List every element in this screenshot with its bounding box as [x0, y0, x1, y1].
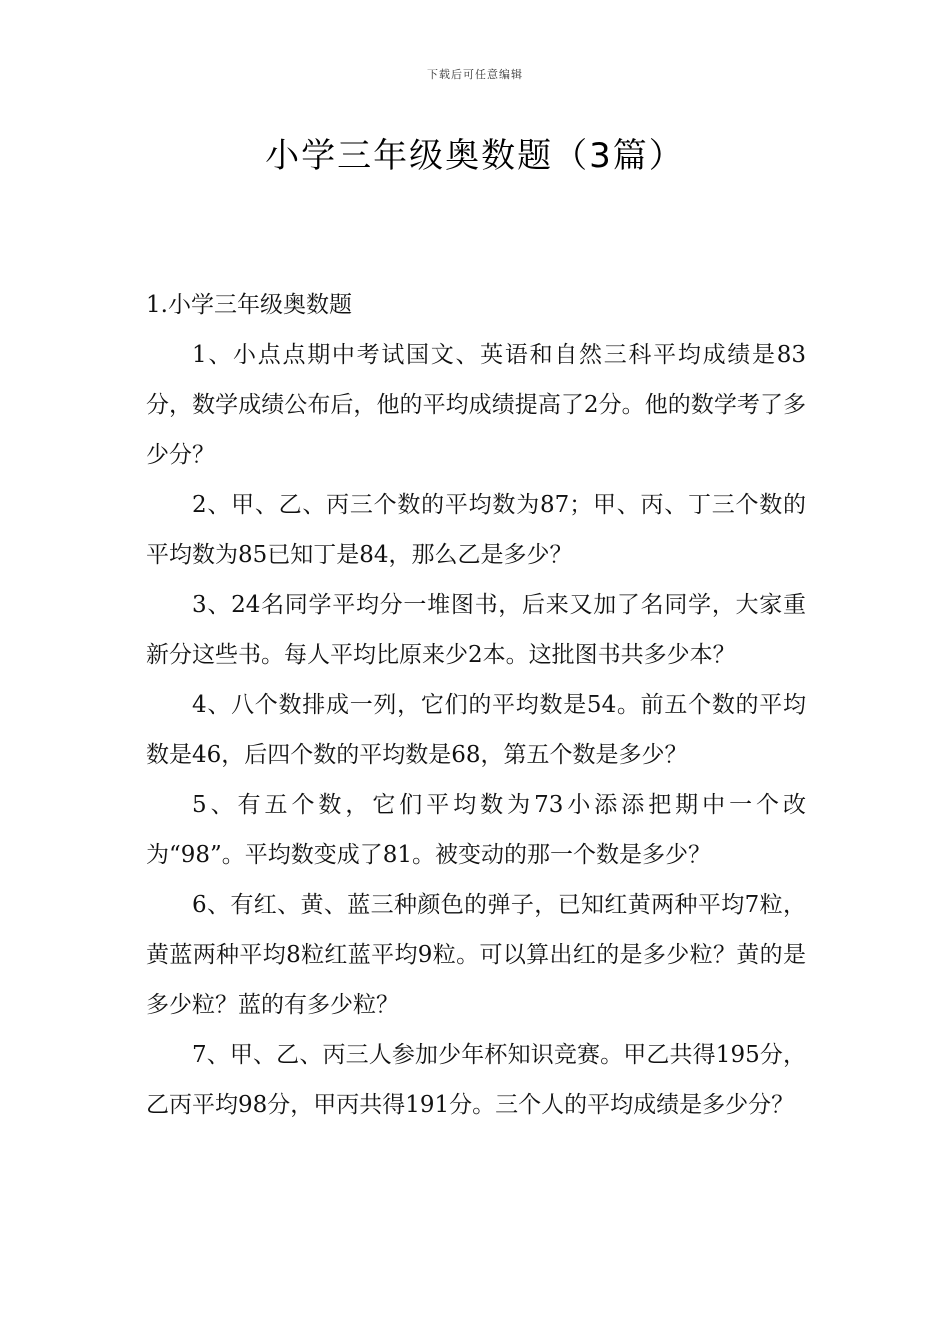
problem-3: 3、24名同学平均分一堆图书，后来又加了名同学，大家重新分这些书。每人平均比原来少2本。这批图书共多少本？ [146, 592, 806, 668]
header-note: 下载后可任意编辑 [427, 68, 523, 81]
problem-4: 4、八个数排成一列，它们的平均数是54。前五个数的平均数是46，后四个数的平均数是68，第五个数是多少？ [146, 692, 806, 768]
document-body [146, 280, 806, 1130]
problem-5: 5、有五个数，它们平均数为73小添添把期中一个改为“98”。平均数变成了81。被变动的那一个数是多少？ [146, 792, 806, 868]
section-heading: 1.小学三年级奥数题 [146, 292, 352, 318]
document-title: 小学三年级奥数题（3篇） [265, 136, 685, 176]
problem-7: 7、甲、乙、丙三人参加少年杯知识竞赛。甲乙共得195分，乙丙平均98分，甲丙共得191分。三个人的平均成绩是多少分？ [146, 1042, 806, 1118]
problem-6: 6、有红、黄、蓝三种颜色的弹子，已知红黄两种平均7粒，黄蓝两种平均8粒红蓝平均9粒。可以算出红的是多少粒？黄的是多少粒？蓝的有多少粒？ [146, 892, 806, 1018]
problem-2: 2、甲、乙、丙三个数的平均数为87；甲、丙、丁三个数的平均数为85已知丁是84，那么乙是多少？ [146, 492, 806, 568]
problem-1: 1、小点点期中考试国文、英语和自然三科平均成绩是83分，数学成绩公布后，他的平均成绩提高了2分。他的数学考了多少分？ [146, 342, 806, 468]
